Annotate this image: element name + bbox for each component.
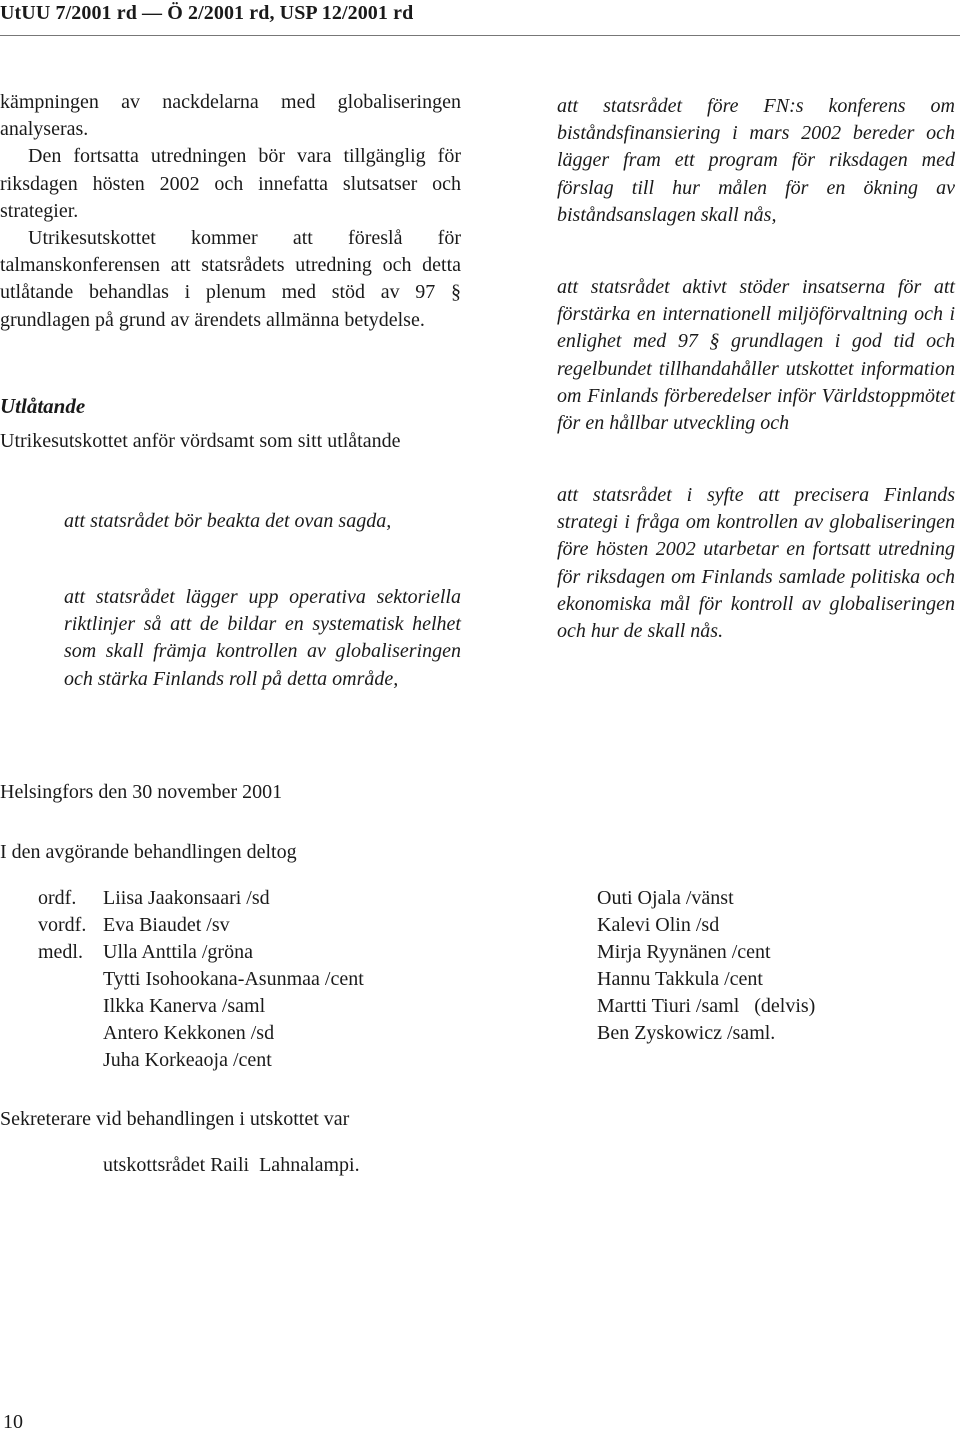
member-name: Juha Korkeaoja /cent [103, 1049, 272, 1071]
section-heading: Utlåtande [0, 394, 86, 418]
member-role: ordf. [38, 887, 77, 909]
member-name: Tytti Isohookana-Asunmaa /cent [103, 968, 364, 990]
member-name: Kalevi Olin /sd [597, 914, 720, 936]
member-name: Ilkka Kanerva /saml [103, 995, 266, 1017]
header-rule [0, 35, 960, 36]
member-name: Mirja Ryynänen /cent [597, 941, 771, 963]
statement-item: att statsrådet aktivt stöder insatserna för att förstärka en internationell miljöförvaltning och i enlighet med 97 § grundlagen i god tid och regelbundet tillhandahåller utskottet information om Finlands förberedelser inför Världstoppmötet för en hållbar utveckling och [557, 276, 955, 435]
statement-item: att statsrådet i syfte att precisera Finlands strategi i fråga om kontrollen av globaliseringen före hösten 2002 utarbetar en fortsatt utredning för riksdagen om Finlands samlade politiska och ekonomiska mål för kontroll av globaliseringen och hur de skall nås. [557, 484, 955, 643]
secretary-line: Sekreterare vid behandlingen i utskottet var [0, 1108, 350, 1130]
member-name: Martti Tiuri /saml (delvis) [597, 995, 816, 1017]
statement-item: att statsrådet bör beakta det ovan sagda, [64, 510, 392, 532]
place-date: Helsingfors den 30 november 2001 [0, 781, 283, 803]
paragraph: Utrikesutskottet kommer att föreslå för talmanskonferensen att statsrådets utredning och detta utlåtande behandlas i plenum med stöd av 97 § grundlagen på grund av ärendets allmänna betydelse. [0, 227, 461, 331]
member-name: Liisa Jaakonsaari /sd [103, 887, 270, 909]
utlatande-intro: Utrikesutskottet anför vördsamt som sitt utlåtande [0, 430, 401, 452]
page-number: 10 [3, 1411, 23, 1433]
statement-item: att statsrådet lägger upp operativa sektoriella riktlinjer så att de bildar en systematisk helhet som skall främja kontrollen av globaliseringen och stärka Finlands roll på detta område, [64, 586, 461, 690]
secretary-name: utskottsrådet Raili Lahnalampi. [103, 1154, 360, 1176]
paragraph: Den fortsatta utredningen bör vara tillgänglig för riksdagen hösten 2002 och innefatta slutsatser och strategier. [0, 145, 461, 222]
member-name: Antero Kekkonen /sd [103, 1022, 275, 1044]
running-head: UtUU 7/2001 rd — Ö 2/2001 rd, USP 12/2001 rd [0, 2, 414, 24]
left-column-text [0, 89, 461, 334]
member-name: Hannu Takkula /cent [597, 968, 763, 990]
paragraph: kämpningen av nackdelarna med globaliseringen analyseras. [0, 91, 461, 141]
member-name: Outi Ojala /vänst [597, 887, 734, 909]
decision-line: I den avgörande behandlingen deltog [0, 841, 297, 863]
member-name: Ulla Anttila /gröna [103, 941, 253, 963]
member-role: vordf. [38, 914, 87, 936]
statement-item: att statsrådet före FN:s konferens om biståndsfinansiering i mars 2002 bereder och lägger fram ett program för riksdagen med förslag till hur målen för en ökning av biståndsanslagen skall nås, [557, 95, 955, 226]
member-name: Ben Zyskowicz /saml. [597, 1022, 776, 1044]
member-role: medl. [38, 941, 83, 963]
member-name: Eva Biaudet /sv [103, 914, 230, 936]
